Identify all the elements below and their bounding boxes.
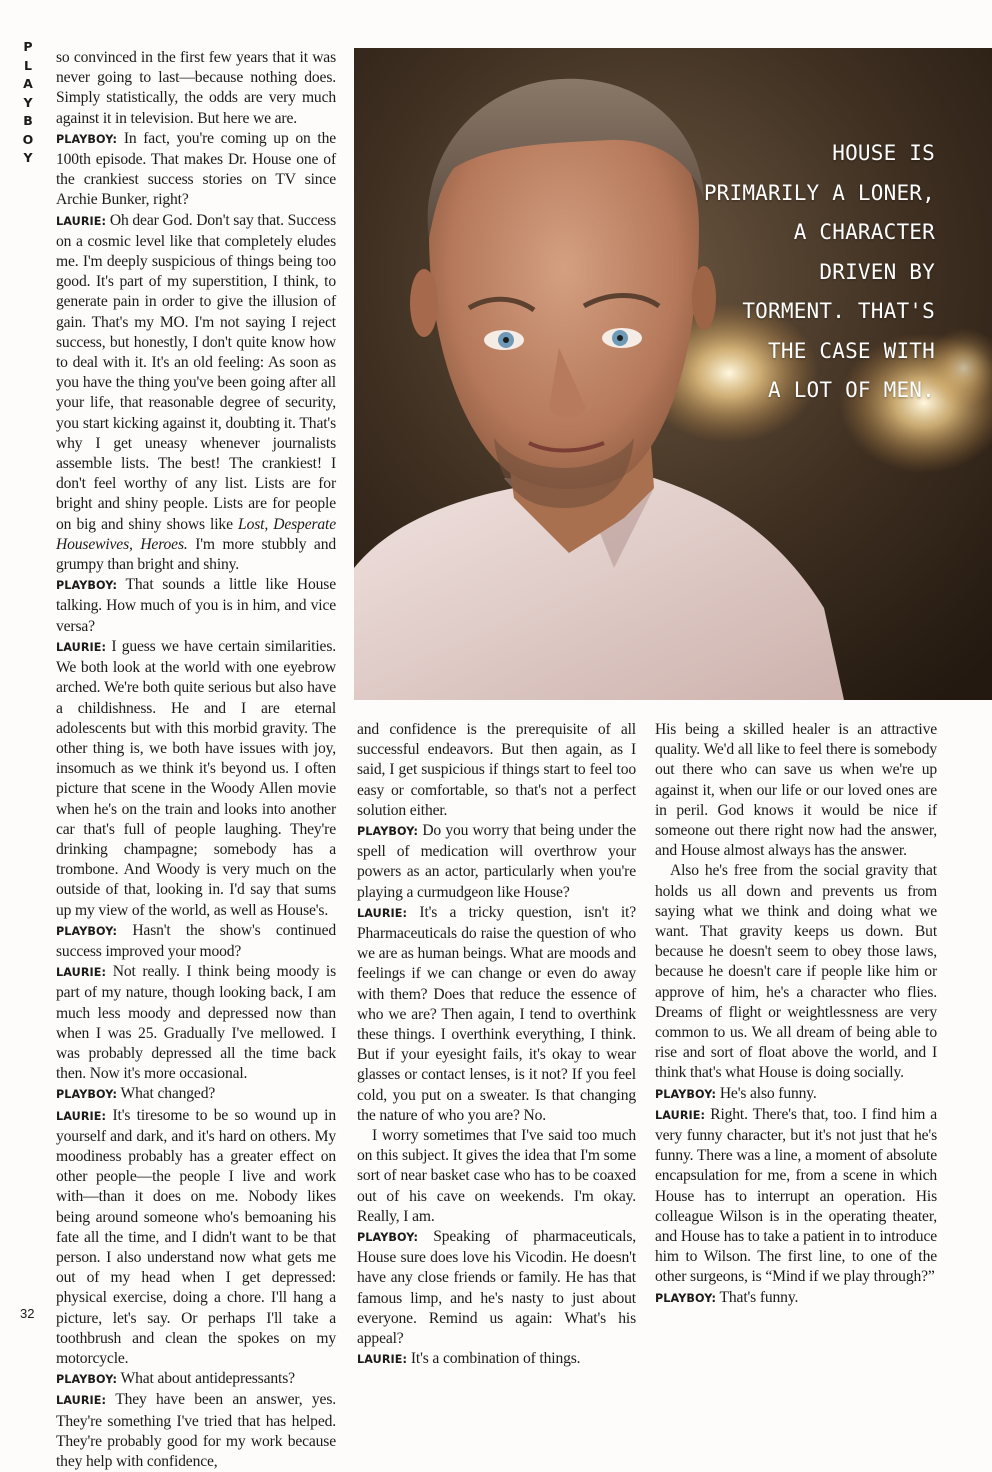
pull-quote-line: DRIVEN BY <box>819 259 935 284</box>
article-paragraph <box>56 962 336 1084</box>
paragraph-text: That's funny. <box>719 1288 799 1306</box>
pull-quote-line: TORMENT. THAT'S <box>742 299 935 323</box>
speaker-label: LAURIE: <box>56 640 107 654</box>
show-titles: Lost, Desperate Housewives, Heroes. <box>56 515 336 553</box>
paragraph-text: What changed? <box>120 1085 216 1103</box>
magazine-side-label <box>16 38 40 168</box>
article-column-3 <box>655 720 937 1309</box>
speaker-label: LAURIE: <box>357 906 408 920</box>
article-paragraph <box>56 129 336 211</box>
pull-quote-line: PRIMARILY A LONER, <box>703 180 935 205</box>
pull-quote <box>704 134 935 411</box>
article-paragraph <box>56 48 336 129</box>
paragraph-text: Oh dear God. Don't say that. Success on a cosmic level like that completely eludes me. I'm deeply suspicious of things being too good. It's part of my superstition, I think, to generate pain in order to give the illusion of gain. That's my MO. I'm not saying I reject success, but honestly, I don't quite know how to deal with it. It's an old feeling: As soon as you have the thing you've been going after all your life, that reasonable degree of security, you start kicking against it, doubting it. That's why I get uneasy whenever journalists assemble lists. The best! The crankiest! I don't feel worthy of any list. Lists are for bright and shiny people. Lists are for people on big and shiny shows like <box>56 211 337 533</box>
pull-quote-line: A CHARACTER <box>793 220 935 244</box>
speaker-label: PLAYBOY: <box>357 825 419 839</box>
paragraph-text: Right. There's that, too. I find him a very funny character, but it's not just that he's funny. There was a line, a moment of absolute encapsulation for me, from a scene in which House has to interrupt an operation. His colleague Wilson is in the operating theater, and House has to take a patient in to introduce him to Wilson. The first line, to one of the other surgeons, is “Mind if we play through?” <box>655 1105 938 1286</box>
side-label-letter: L <box>24 57 32 73</box>
speaker-label: PLAYBOY: <box>56 1373 118 1387</box>
paragraph-text: It's a combination of things. <box>410 1350 581 1368</box>
article-paragraph <box>357 903 636 1126</box>
side-label-letter: A <box>23 76 33 91</box>
paragraph-text: Do you worry that being under the spell of medication will overthrow your powers as an actor, particularly when you're playing a curmudgeon like House? <box>357 822 636 901</box>
paragraph-text: Not really. I think being moody is part of my nature, though looking back, I am much less moody and depressed now than when I was 25. Gradually I've mellowed. I was probably depressed all the time back then. Now it's more occasional. <box>56 963 336 1083</box>
article-paragraph <box>56 575 336 637</box>
paragraph-text: I worry sometimes that I've said too much on this subject. It gives the idea that I'm some sort of near basket case who has to be coaxed out of his cave on weekends. I'm okay. Really, I am. <box>357 1127 636 1225</box>
article-paragraph <box>655 861 937 1083</box>
speaker-label: LAURIE: <box>56 966 107 980</box>
article-paragraph <box>56 1390 336 1472</box>
article-paragraph <box>56 637 336 921</box>
article-column-1 <box>56 48 336 1472</box>
paragraph-text: His being a skilled healer is an attractive quality. We'd all like to feel there is somebody out there who can save us when we're up against it, when our life or our loved ones are in peril. God knows it would be nice if someone out there right now had the answer, and House almost always has the answer. <box>655 721 937 860</box>
speaker-label: PLAYBOY: <box>357 1231 419 1245</box>
paragraph-text: Also he's free from the social gravity that holds us all down and prevents us from saying what we think and doing what we want. That gravity keeps us down. But because he doesn't seem to obey those laws, because he doesn't care if people like him or approve of him, he's a character who flies. Dreams of flight or weightlessness are very common to us. We all dream of being able to rise and sort of float above the world, and I think that's what House is doing socially. <box>655 862 937 1082</box>
paragraph-text: It's tiresome to be so wound up in yourself and dark, and it's hard on others. My moodiness probably has a greater effect on other people—the people I live and work with—than it does on me. Nobody likes being around someone who's bemoaning his fate all the time, and I didn't want to be that person. I also understand now what gets me out of my head when I get depressed: physical exercise, doing a chore. I'll hang a picture, let's say. Or perhaps I'll take a toothbrush and clean the spokes on my motorcycle. <box>56 1106 336 1367</box>
paragraph-text: so convinced in the first few years that it was never going to last—because nothing does. Simply statistically, the odds are very much against it in television. But here we are. <box>56 49 336 127</box>
article-paragraph <box>56 1084 336 1105</box>
article-paragraph <box>56 211 336 576</box>
pull-quote-line: A LOT OF MEN. <box>768 378 935 402</box>
pull-quote-line: HOUSE IS <box>832 141 935 165</box>
article-paragraph <box>56 921 336 962</box>
paragraph-text: That sounds a little like House talking. How much of you is in him, and vice versa? <box>56 576 336 635</box>
speaker-label: LAURIE: <box>655 1108 706 1122</box>
speaker-label: LAURIE: <box>56 1394 107 1408</box>
paragraph-text: They have been an answer, yes. They're something I've tried that has helped. They're probably good for my work because they help with confidence, <box>56 1391 336 1471</box>
speaker-label: PLAYBOY: <box>56 579 118 593</box>
side-label-letter: P <box>23 39 33 54</box>
speaker-label: PLAYBOY: <box>56 924 118 938</box>
paragraph-text: What about antidepressants? <box>120 1370 295 1388</box>
article-paragraph <box>357 1126 636 1227</box>
speaker-label: PLAYBOY: <box>56 1088 118 1102</box>
paragraph-text: and confidence is the prerequisite of all successful endeavors. But then again, as I said, I get suspicious if things start to feel too easy or comfortable, so that's not a perfect solution either. <box>357 721 636 819</box>
side-label-letter: B <box>23 113 33 128</box>
paragraph-text: In fact, you're coming up on the 100th episode. That makes Dr. House one of the crankiest success stories on TV since Archie Bunker, right? <box>56 129 336 209</box>
speaker-label: LAURIE: <box>56 214 107 228</box>
paragraph-text: It's a tricky question, isn't it? Pharmaceuticals do raise the question of who we are as human beings. What are moods and feelings if we can change or even do away with them? Does that reduce the essence of who we are? Then again, I tend to overthink these things. I overthink everything, I think. But if your eyesight fails, it's okay to wear glasses or contact lenses, is it not? If you feel cold, you put on a sweater. Is that changing the nature of who you are? No. <box>357 903 637 1124</box>
side-label-letter: Y <box>23 94 33 110</box>
article-paragraph <box>357 720 636 821</box>
speaker-label: PLAYBOY: <box>655 1087 717 1101</box>
pull-quote-line: THE CASE WITH <box>768 338 935 363</box>
paragraph-text: Speaking of pharmaceuticals, House sure does love his Vicodin. He doesn't have any close friends or family. He has that famous limp, and he's nasty to just about everyone. Remind us again: What's his appeal? <box>357 1228 636 1348</box>
side-label-letter: Y <box>23 150 33 165</box>
speaker-label: LAURIE: <box>56 1109 107 1123</box>
article-paragraph <box>357 821 636 903</box>
speaker-label: PLAYBOY: <box>655 1291 717 1305</box>
article-paragraph <box>56 1106 336 1370</box>
article-paragraph <box>357 1227 636 1349</box>
speaker-label: PLAYBOY: <box>56 132 118 146</box>
article-column-2 <box>357 720 636 1371</box>
paragraph-text: I'm more stubbly and grumpy than bright and shiny. <box>56 535 336 574</box>
paragraph-text: Hasn't the show's continued success improved your mood? <box>56 921 336 960</box>
portrait-photo <box>354 48 992 700</box>
article-paragraph <box>655 720 937 861</box>
side-label-letter: O <box>22 131 34 147</box>
article-paragraph <box>655 1084 937 1105</box>
speaker-label: LAURIE: <box>357 1353 408 1367</box>
article-paragraph <box>655 1288 937 1309</box>
page-number: 32 <box>20 1306 35 1321</box>
article-paragraph <box>655 1105 937 1288</box>
paragraph-text: He's also funny. <box>719 1084 817 1102</box>
article-paragraph <box>56 1369 336 1390</box>
paragraph-text: I guess we have certain similarities. We both look at the world with one eyebrow arched. We're both quite serious but also have a childishness. He and I are eternal adolescents but with this morbid gravity. The other thing is, we both have issues with joy, insomuch as we think it's beyond us. I often picture that scene in the Woody Allen movie when he's on the train and looks into another car that's full of people laughing. They're drinking champagne; somebody has a trombone. And Woody is very much on the outside of that, looking in. I'd say that sums up my view of the world, as well as House's. <box>56 637 336 919</box>
article-paragraph <box>357 1349 636 1370</box>
